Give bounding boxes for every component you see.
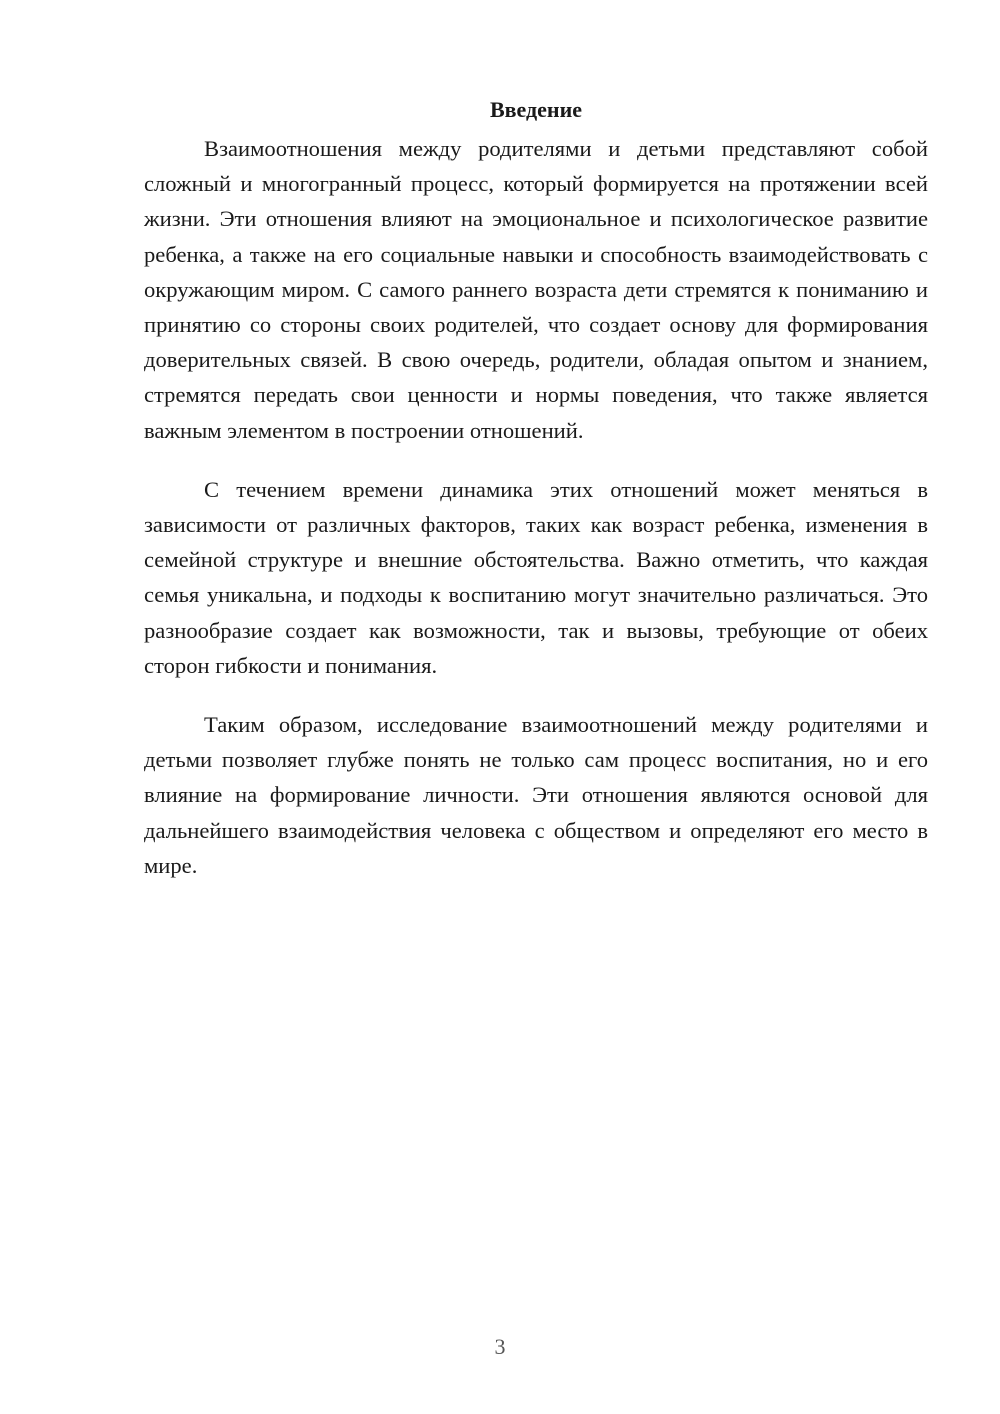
section-heading: Введение xyxy=(489,97,583,122)
paragraph-2: С течением времени динамика этих отношений может меняться в зависимости от различных факторов, таких как возраст ребенка, изменения в семейной структуре и внешние обстоятельства. Важно отметить, что каждая семья уникальна, и подходы к воспитанию могут значительно различаться. Это разнообразие создает как возможности, так и вызовы, требующие от обеих сторон гибкости и понимания. xyxy=(144,476,928,678)
page-number: 3 xyxy=(494,1334,506,1359)
page-content xyxy=(144,92,928,907)
paragraph-1: Взаимоотношения между родителями и детьми представляют собой сложный и многогранный процесс, который формируется на протяжении всей жизни. Эти отношения влияют на эмоциональное и психологическое развитие ребенка, а также на его социальные навыки и способность взаимодействовать с окружающим миром. С самого раннего возраста дети стремятся к пониманию и принятию со стороны своих родителей, что создает основу для формирования доверительных связей. В свою очередь, родители, обладая опытом и знанием, стремятся передать свои ценности и нормы поведения, что также является важным элементом в построении отношений. xyxy=(144,136,928,443)
paragraph-3: Таким образом, исследование взаимоотношений между родителями и детьми позволяет глубже понять не только сам процесс воспитания, но и его влияние на формирование личности. Эти отношения являются основой для дальнейшего взаимодействия человека с обществом и определяют его место в мире. xyxy=(144,712,928,878)
